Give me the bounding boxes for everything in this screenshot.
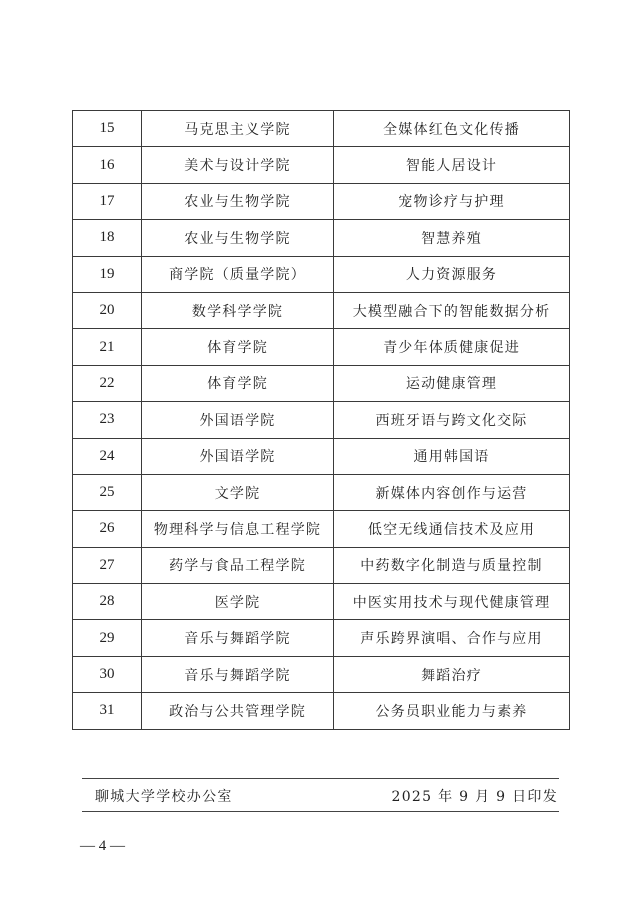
college-cell: 政治与公共管理学院 [142, 693, 334, 729]
table-row [73, 402, 570, 438]
row-number-cell: 26 [73, 511, 142, 547]
table-row [73, 620, 570, 656]
college-cell: 数学科学学院 [142, 292, 334, 328]
course-cell: 中医实用技术与现代健康管理 [334, 584, 570, 620]
course-cell: 全媒体红色文化传播 [334, 111, 570, 147]
course-cell: 宠物诊疗与护理 [334, 183, 570, 219]
course-cell: 通用韩国语 [334, 438, 570, 474]
row-number-cell: 20 [73, 292, 142, 328]
table-row [73, 147, 570, 183]
course-cell: 人力资源服务 [334, 256, 570, 292]
college-cell: 音乐与舞蹈学院 [142, 620, 334, 656]
issue-date-text: 2025 年 9 月 9 日印发 [391, 789, 558, 805]
table-row [73, 111, 570, 147]
college-cell: 商学院（质量学院） [142, 256, 334, 292]
row-number-cell: 24 [73, 438, 142, 474]
course-cell: 大模型融合下的智能数据分析 [334, 292, 570, 328]
issuer-text: 聊城大学学校办公室 [95, 789, 233, 805]
row-number-cell: 16 [73, 147, 142, 183]
college-cell: 文学院 [142, 474, 334, 510]
table-row [73, 438, 570, 474]
college-cell: 外国语学院 [142, 402, 334, 438]
row-number-cell: 31 [73, 693, 142, 729]
table-row [73, 656, 570, 692]
footer-top-rule [82, 778, 559, 779]
row-number-cell: 18 [73, 220, 142, 256]
row-number-cell: 22 [73, 365, 142, 401]
table-row [73, 292, 570, 328]
table-row [73, 329, 570, 365]
table-row [73, 474, 570, 510]
college-cell: 医学院 [142, 584, 334, 620]
course-cell: 中药数字化制造与质量控制 [334, 547, 570, 583]
college-cell: 音乐与舞蹈学院 [142, 656, 334, 692]
course-cell: 运动健康管理 [334, 365, 570, 401]
table-row [73, 365, 570, 401]
row-number-cell: 21 [73, 329, 142, 365]
table-row [73, 547, 570, 583]
college-cell: 体育学院 [142, 329, 334, 365]
college-cell: 美术与设计学院 [142, 147, 334, 183]
page-number: — 4 — [80, 838, 125, 854]
course-cell: 智能人居设计 [334, 147, 570, 183]
course-cell: 低空无线通信技术及应用 [334, 511, 570, 547]
row-number-cell: 30 [73, 656, 142, 692]
college-cell: 外国语学院 [142, 438, 334, 474]
college-cell: 物理科学与信息工程学院 [142, 511, 334, 547]
table-row [73, 693, 570, 729]
course-cell: 舞蹈治疗 [334, 656, 570, 692]
row-number-cell: 23 [73, 402, 142, 438]
row-number-cell: 25 [73, 474, 142, 510]
college-cell: 马克思主义学院 [142, 111, 334, 147]
college-cell: 药学与食品工程学院 [142, 547, 334, 583]
table-row [73, 511, 570, 547]
row-number-cell: 19 [73, 256, 142, 292]
row-number-cell: 15 [73, 111, 142, 147]
table-row [73, 183, 570, 219]
table-row [73, 584, 570, 620]
college-cell: 体育学院 [142, 365, 334, 401]
course-cell: 西班牙语与跨文化交际 [334, 402, 570, 438]
course-cell: 青少年体质健康促进 [334, 329, 570, 365]
footer-bottom-rule [82, 811, 559, 812]
course-cell: 公务员职业能力与素养 [334, 693, 570, 729]
college-cell: 农业与生物学院 [142, 220, 334, 256]
course-cell: 声乐跨界演唱、合作与应用 [334, 620, 570, 656]
row-number-cell: 17 [73, 183, 142, 219]
row-number-cell: 28 [73, 584, 142, 620]
table-row [73, 256, 570, 292]
course-cell: 智慧养殖 [334, 220, 570, 256]
table-row [73, 220, 570, 256]
course-table-body [73, 111, 570, 730]
row-number-cell: 29 [73, 620, 142, 656]
course-table [72, 110, 570, 730]
row-number-cell: 27 [73, 547, 142, 583]
college-cell: 农业与生物学院 [142, 183, 334, 219]
course-cell: 新媒体内容创作与运营 [334, 474, 570, 510]
